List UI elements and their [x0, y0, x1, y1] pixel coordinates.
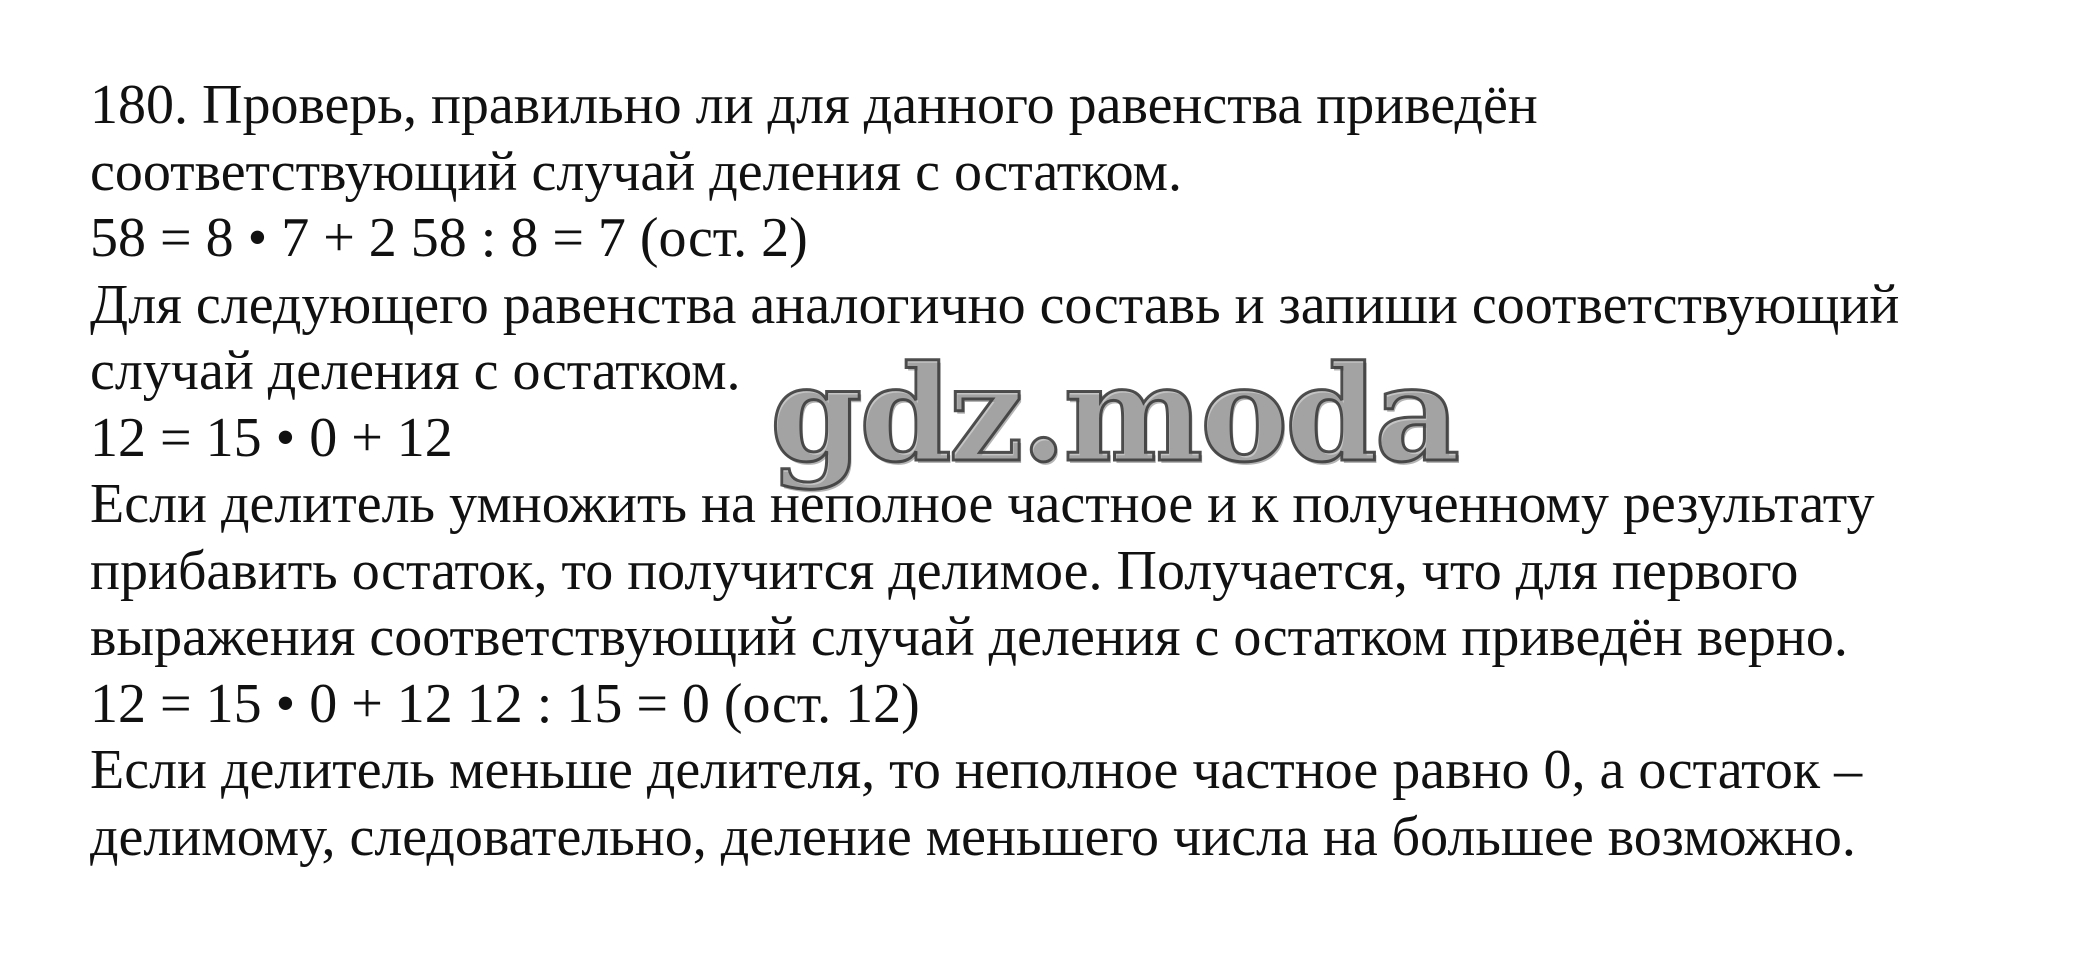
site-watermark: gdz.moda [770, 337, 1458, 492]
equation-line: 58 = 8 • 7 + 2 58 : 8 = 7 (ост. 2) [90, 207, 808, 269]
exercise-text-block [90, 72, 2050, 870]
task-instruction-line: Для следующего равенства аналогично составь и запиши соответствующий [90, 273, 1900, 336]
task-heading-line: соответствующий случай деления с остатком. [90, 140, 1182, 203]
equation-line: 12 = 15 • 0 + 12 [90, 406, 453, 469]
explanation-line: выражения соответствующий случай деления с остатком приведён верно. [90, 606, 1848, 668]
task-instruction-line: случай деления с остатком. [90, 340, 741, 402]
explanation-line: Если делитель меньше делителя, то неполное частное равно 0, а остаток – [90, 739, 1863, 801]
equation-line: 12 = 15 • 0 + 12 12 : 15 = 0 (ост. 12) [90, 672, 920, 735]
task-heading-line: 180. Проверь, правильно ли для данного равенства приведён [90, 74, 1538, 136]
explanation-line: делимому, следовательно, деление меньшего числа на большее возможно. [90, 805, 1856, 868]
explanation-line: Если делитель умножить на неполное частное и к полученному результату [90, 473, 1875, 535]
explanation-line: прибавить остаток, то получится делимое. Получается, что для первого [90, 539, 1799, 602]
